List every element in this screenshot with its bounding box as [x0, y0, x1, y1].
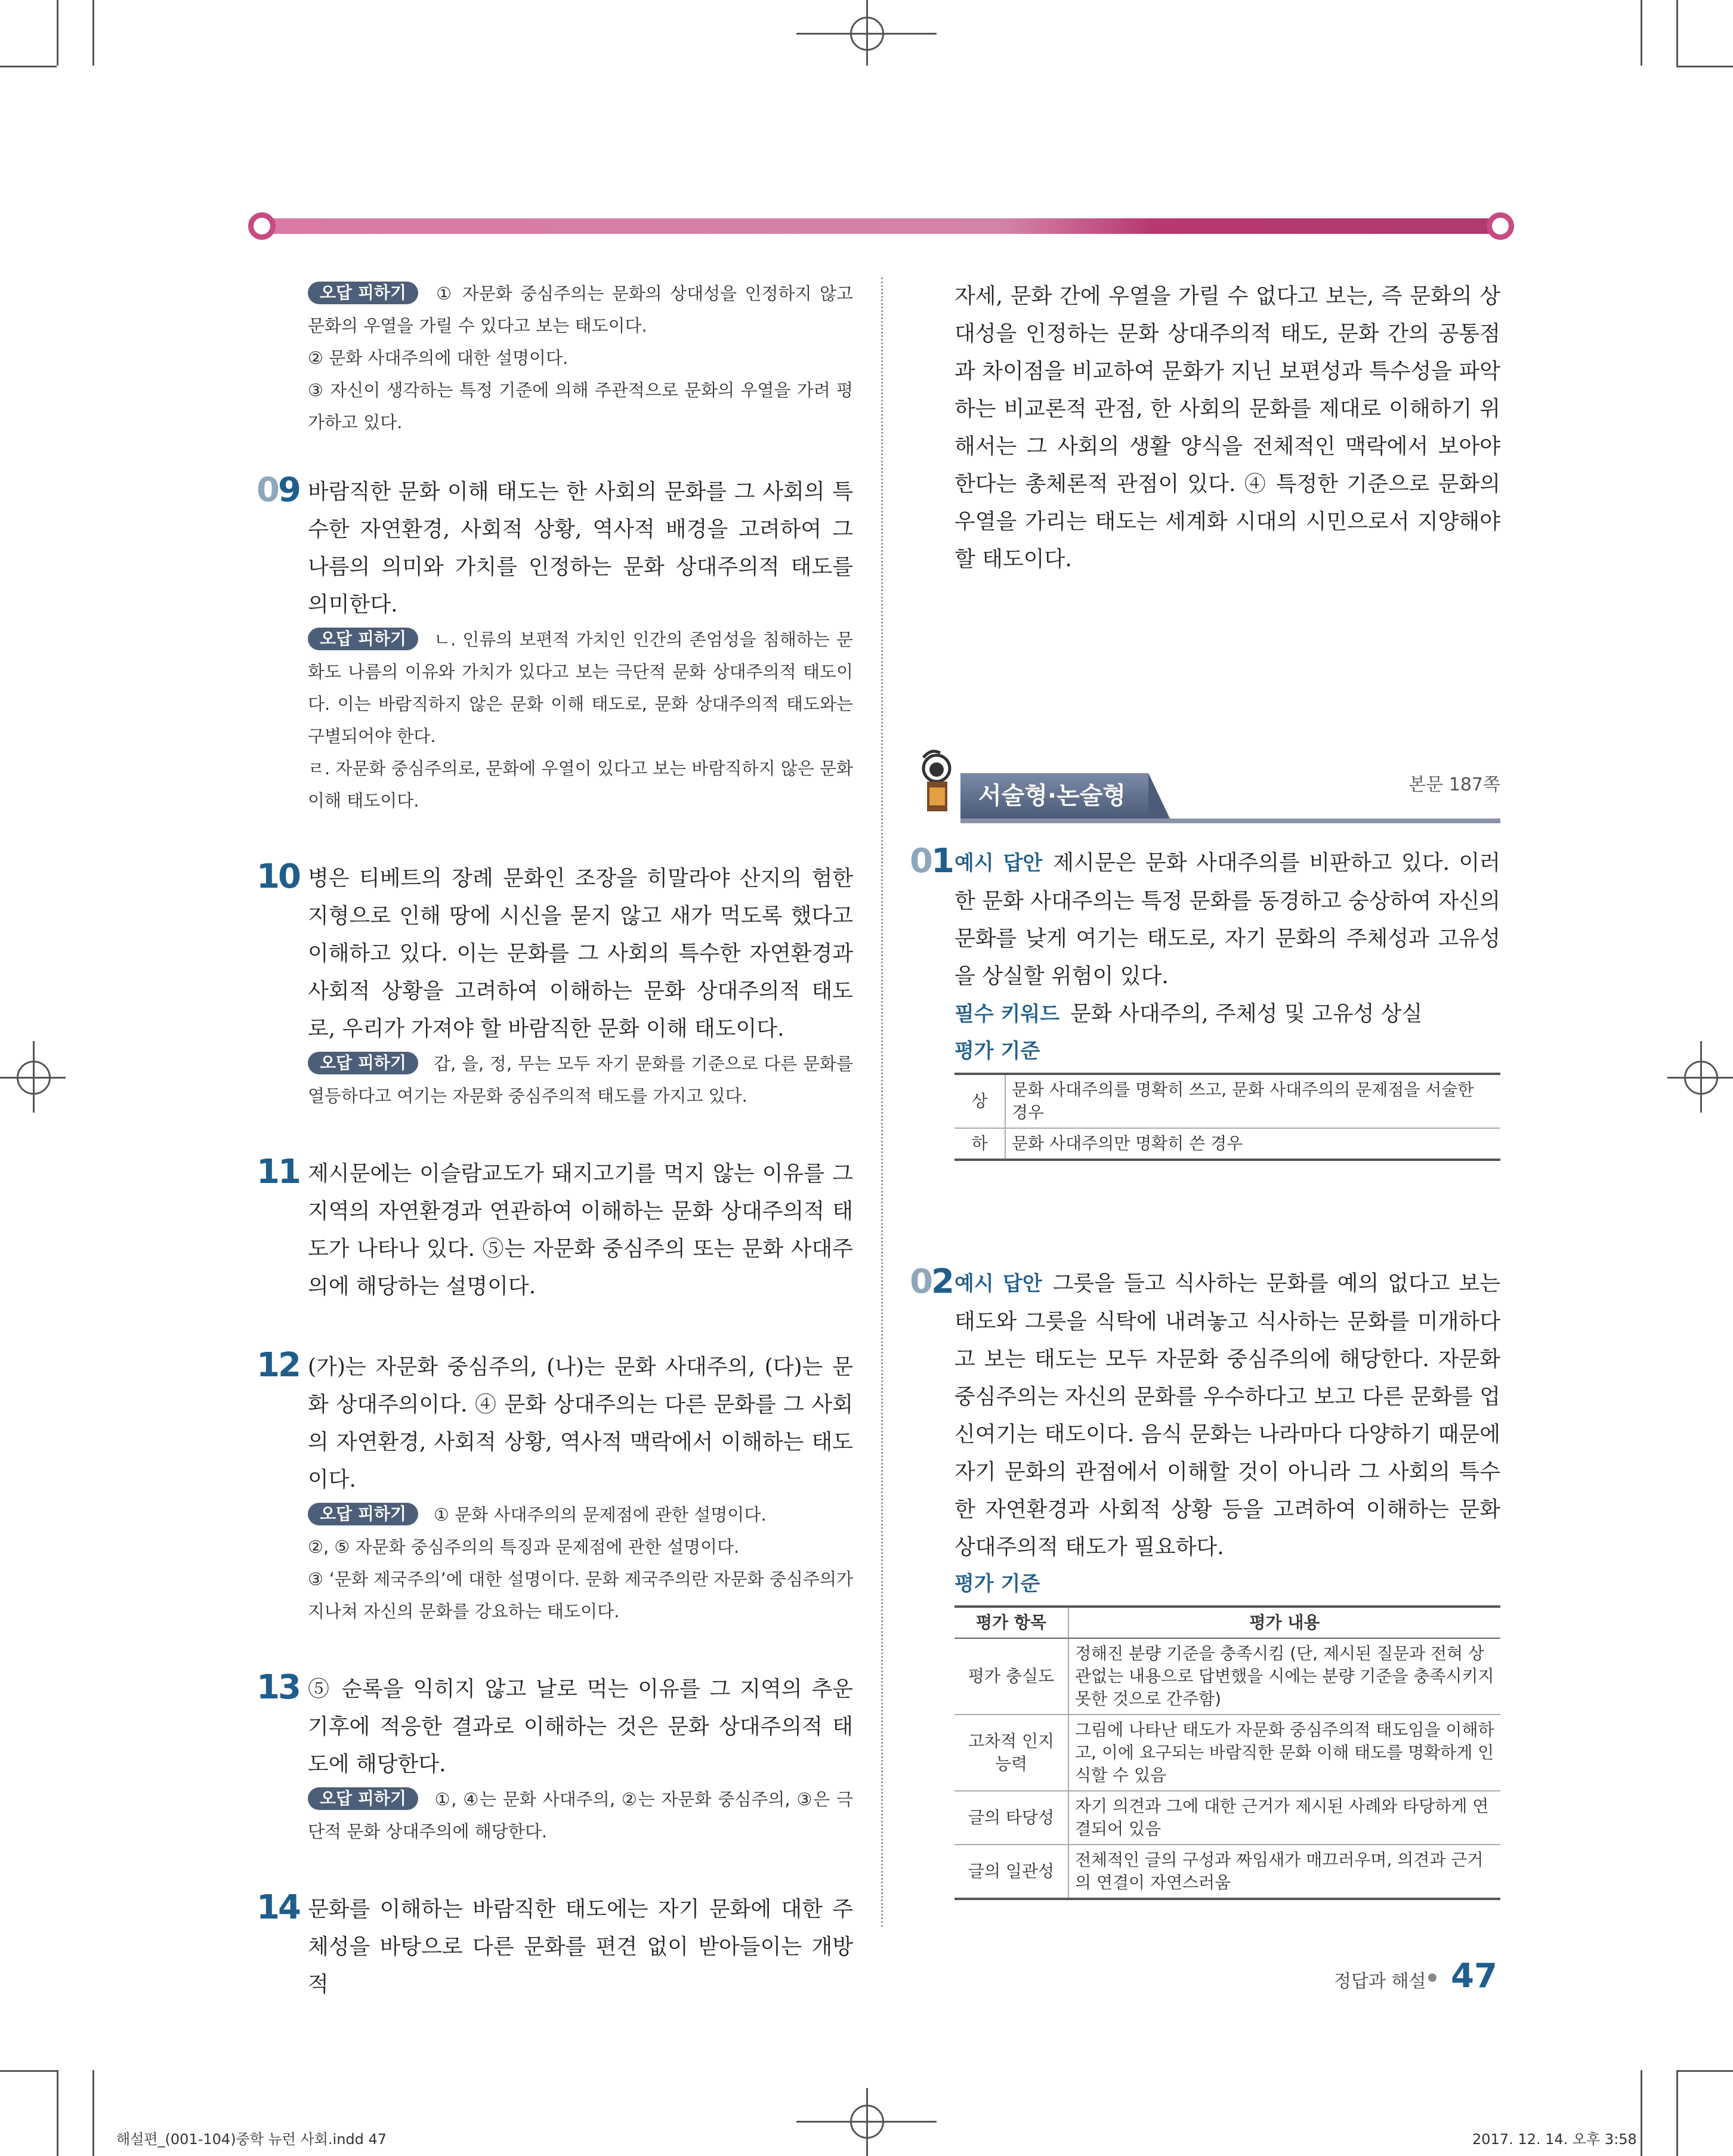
table-header-row [954, 1607, 1500, 1638]
essay-02 [910, 1262, 1501, 1900]
crop-mark [57, 0, 58, 66]
slug-timestamp: 2017. 12. 14. 오후 3:58 [1472, 2131, 1637, 2148]
table-row [954, 1715, 1500, 1791]
note-line: ㄹ. 자문화 중심주의로, 문화에 우열이 있다고 보는 바람직하지 않은 문화 이해 태도이다. [308, 758, 853, 811]
item-cell: 글의 일관성 [954, 1845, 1068, 1899]
wrong-answer-badge: 오답 피하기 [308, 1787, 418, 1810]
slug-filename: 해설편_(001-104)중학 뉴런 사회.indd 47 [116, 2131, 387, 2148]
header-band [260, 218, 1500, 234]
registration-mark [850, 2105, 884, 2139]
section-title: 서술형·논술형 [960, 773, 1148, 818]
question-number: 14 [257, 1888, 299, 1927]
keywords: 문화 사대주의, 주체성 및 고유성 상실 [1070, 1002, 1423, 1026]
item-cell: 평가 충실도 [954, 1638, 1068, 1715]
question-09 [257, 473, 853, 817]
question-13 [257, 1670, 853, 1848]
registration-mark [850, 17, 884, 51]
left-column [257, 277, 853, 2003]
note-line: 갑, 을, 정, 무는 모두 자기 문화를 기준으로 다른 문화를 열등하다고 여기는 자문화 중심주의적 태도를 가지고 있다. [308, 1054, 853, 1106]
wrong-answer-badge: 오답 피하기 [308, 1503, 418, 1525]
grade-cell: 하 [954, 1128, 1005, 1160]
content-cell: 그림에 나타난 태도가 자문화 중심주의적 태도임을 이해하고, 이에 요구되는 바람직한 문화 이해 태도를 명확하게 인식할 수 있음 [1068, 1715, 1500, 1791]
example-answer-label: 예시 답안 [954, 1272, 1042, 1296]
note-line: ①, ④는 문화 사대주의, ②는 자문화 중심주의, ③은 극단적 문화 상대주의에 해당한다. [308, 1789, 853, 1842]
table-row [954, 1128, 1500, 1160]
answer-text: 제시문은 문화 사대주의를 비판하고 있다. 이러한 문화 사대주의는 특정 문화를 동경하고 숭상하여 자신의 문화를 낮게 여기는 태도로, 자기 문화의 주체성과 고유성을 상실할 위험이 있다. [954, 851, 1500, 989]
registration-mark [17, 1061, 51, 1095]
page-number: 47 [1451, 1957, 1497, 1996]
section-header [907, 746, 1500, 823]
page-reference: 본문 187쪽 [1408, 774, 1500, 795]
answer-text: ⑤ 순록을 익히지 않고 날로 먹는 이유를 그 지역의 추운 기후에 적응한 결과로 이해하는 것은 문화 상대주의적 태도에 해당한다. [308, 1677, 853, 1777]
content-cell: 전체적인 글의 구성과 짜임새가 매끄러우며, 의견과 근거의 연결이 자연스러움 [1068, 1845, 1500, 1899]
crop-mark [1676, 66, 1733, 67]
band-end-dot [248, 212, 276, 240]
grade-cell: 상 [954, 1074, 1005, 1128]
question-14-continuation: 자세, 문화 간에 우열을 가릴 수 없다고 보는, 즉 문화의 상대성을 인정하는 문화 상대주의적 태도, 문화 간의 공통점과 차이점을 비교하여 문화가 지닌 보편성과 특수성을 파악하는 비교론적 관점, 한 사회의 문화를 제대로 이해하기 위해서는 그 사회의 생활 양식을 전체적인 맥락에서 보아야 한다는 총체론적 관점이 있다. ④ 특정한 기준으로 문화의 우열을 가리는 태도는 세계화 시대의 시민으로서 지양해야 할 태도이다. [954, 284, 1500, 572]
criteria-cell: 문화 사대주의만 명확히 쓴 경우 [1005, 1128, 1500, 1160]
question-number: 09 [257, 471, 299, 509]
crop-mark [1676, 2070, 1678, 2156]
content-cell: 정해진 분량 기준을 충족시킴 (단, 제시된 질문과 전혀 상관없는 내용으로 답변했을 시에는 분량 기준을 충족시키지 못한 것으로 간주함) [1068, 1638, 1500, 1715]
note-line: ① 자문화 중심주의는 문화의 상대성을 인정하지 않고 문화의 우열을 가릴 수 있다고 보는 태도이다. [308, 283, 853, 336]
top-note [257, 277, 853, 438]
note-line: ②, ⑤ 자문화 중심주의의 특징과 문제점에 관한 설명이다. [308, 1537, 740, 1557]
criteria-cell: 문화 사대주의를 명확히 쓰고, 문화 사대주의의 문제점을 서술한 경우 [1005, 1074, 1500, 1128]
question-11 [257, 1155, 853, 1305]
question-14 [257, 1888, 853, 2003]
note-line: ① 문화 사대주의의 문제점에 관한 설명이다. [434, 1505, 767, 1525]
crop-mark [92, 2070, 94, 2156]
crop-mark [0, 66, 57, 67]
note-line: ㄴ. 인류의 보편적 가치인 인간의 존엄성을 침해하는 문화도 나름의 이유와 가치가 있다고 보는 극단적 문화 상대주의적 태도이다. 이는 바람직하지 않은 문화 이해 태도로, 문화 상대주의적 태도와는 구별되어야 한다. [308, 629, 853, 746]
crop-mark [92, 0, 94, 66]
crop-mark [1641, 0, 1642, 66]
crop-mark [1676, 2070, 1733, 2072]
answer-text: (가)는 자문화 중심주의, (나)는 문화 사대주의, (다)는 문화 상대주의이다. ④ 문화 상대주의는 다른 문화를 그 사회의 자연환경, 사회적 상황, 역사적 맥락에서 이해하는 태도이다. [308, 1355, 853, 1492]
answer-text: 병은 티베트의 장례 문화인 조장을 히말라야 산지의 험한 지형으로 인해 땅에 시신을 묻지 않고 새가 먹도록 했다고 이해하고 있다. 이는 문화를 그 사회의 특수한 자연환경과 사회적 상황을 고려하여 이해하는 문화 상대주의적 태도로, 우리가 가져야 할 바람직한 문화 이해 태도이다. [308, 866, 853, 1041]
question-number: 11 [257, 1153, 299, 1191]
crop-mark [0, 2070, 57, 2072]
example-answer-label: 예시 답안 [954, 851, 1043, 875]
wrong-answer-badge: 오답 피하기 [308, 628, 418, 650]
answer-text: 그릇을 들고 식사하는 문화를 예의 없다고 보는 태도와 그릇을 식탁에 내려놓고 식사하는 문화를 미개하다고 보는 태도는 모두 자문화 중심주의에 해당한다. 자문화 중심주의는 자신의 문화를 우수하다고 보고 다른 문화를 업신여기는 태도이다. 음식 문화는 나라마다 다양하기 때문에 자기 문화의 관점에서 이해할 것이 아니라 그 사회의 특수한 자연환경과 사회적 상황 등을 고려하여 이해하는 문화 상대주의적 태도가 필요하다. [954, 1271, 1501, 1559]
table-row [954, 1845, 1500, 1899]
content-cell: 자기 의견과 그에 대한 근거가 제시된 사례와 타당하게 연결되어 있음 [1068, 1791, 1500, 1845]
wrong-answer-badge: 오답 피하기 [308, 282, 418, 304]
item-cell: 고차적 인지 능력 [954, 1715, 1068, 1791]
answer-text: 바람직한 문화 이해 태도는 한 사회의 문화를 그 사회의 특수한 자연환경, 사회적 상황, 역사적 배경을 고려하여 그 나름의 의미와 가치를 인정하는 문화 상대주의적 태도를 의미한다. [308, 480, 853, 617]
registration-mark [1684, 1061, 1718, 1095]
question-number: 13 [257, 1668, 299, 1707]
essay-01 [910, 844, 1500, 1161]
wrong-answer-badge: 오답 피하기 [308, 1052, 418, 1074]
question-number: 01 [910, 842, 953, 881]
item-cell: 글의 타당성 [954, 1791, 1068, 1845]
footer-label: 정답과 해설 [1334, 1971, 1426, 1992]
answer-text: 문화를 이해하는 바람직한 태도에는 자기 문화에 대한 주체성을 바탕으로 다른 문화를 편견 없이 받아들이는 개방적 [308, 1897, 853, 1997]
crop-mark [57, 2070, 58, 2156]
crop-mark [1676, 0, 1678, 66]
crop-mark [1641, 2070, 1642, 2156]
criteria-label: 평가 기준 [954, 1572, 1040, 1596]
keyword-label: 필수 키워드 [954, 1002, 1060, 1026]
criteria-table [954, 1073, 1500, 1161]
column-header: 평가 내용 [1068, 1607, 1500, 1638]
question-number: 12 [257, 1346, 299, 1385]
table-row [954, 1791, 1500, 1845]
note-line: ② 문화 사대주의에 대한 설명이다. [308, 348, 569, 368]
right-column [910, 277, 1500, 578]
column-divider [881, 277, 883, 1927]
question-number: 02 [910, 1262, 953, 1301]
note-line: ③ ‘문화 제국주의’에 대한 설명이다. 문화 제국주의란 자문화 중심주의가 지나쳐 자신의 문화를 강요하는 태도이다. [308, 1569, 853, 1621]
section-rule [960, 818, 1500, 823]
table-row [954, 1074, 1500, 1128]
table-row [954, 1638, 1500, 1715]
question-number: 10 [257, 857, 299, 896]
note-line: ③ 자신이 생각하는 특정 기준에 의해 주관적으로 문화의 우열을 가려 평가하고 있다. [308, 380, 853, 433]
column-header: 평가 항목 [954, 1607, 1068, 1638]
footer-dot [1428, 1973, 1437, 1982]
evaluation-table [954, 1605, 1500, 1900]
question-12 [257, 1348, 853, 1627]
question-10 [257, 857, 853, 1112]
answer-text: 제시문에는 이슬람교도가 돼지고기를 먹지 않는 이유를 그 지역의 자연환경과 연관하여 이해하는 문화 상대주의적 태도가 나타나 있다. ⑤는 자문화 중심주의 또는 문화 사대주의에 해당하는 설명이다. [308, 1162, 853, 1299]
criteria-label: 평가 기준 [954, 1039, 1040, 1063]
band-end-dot [1487, 212, 1514, 240]
